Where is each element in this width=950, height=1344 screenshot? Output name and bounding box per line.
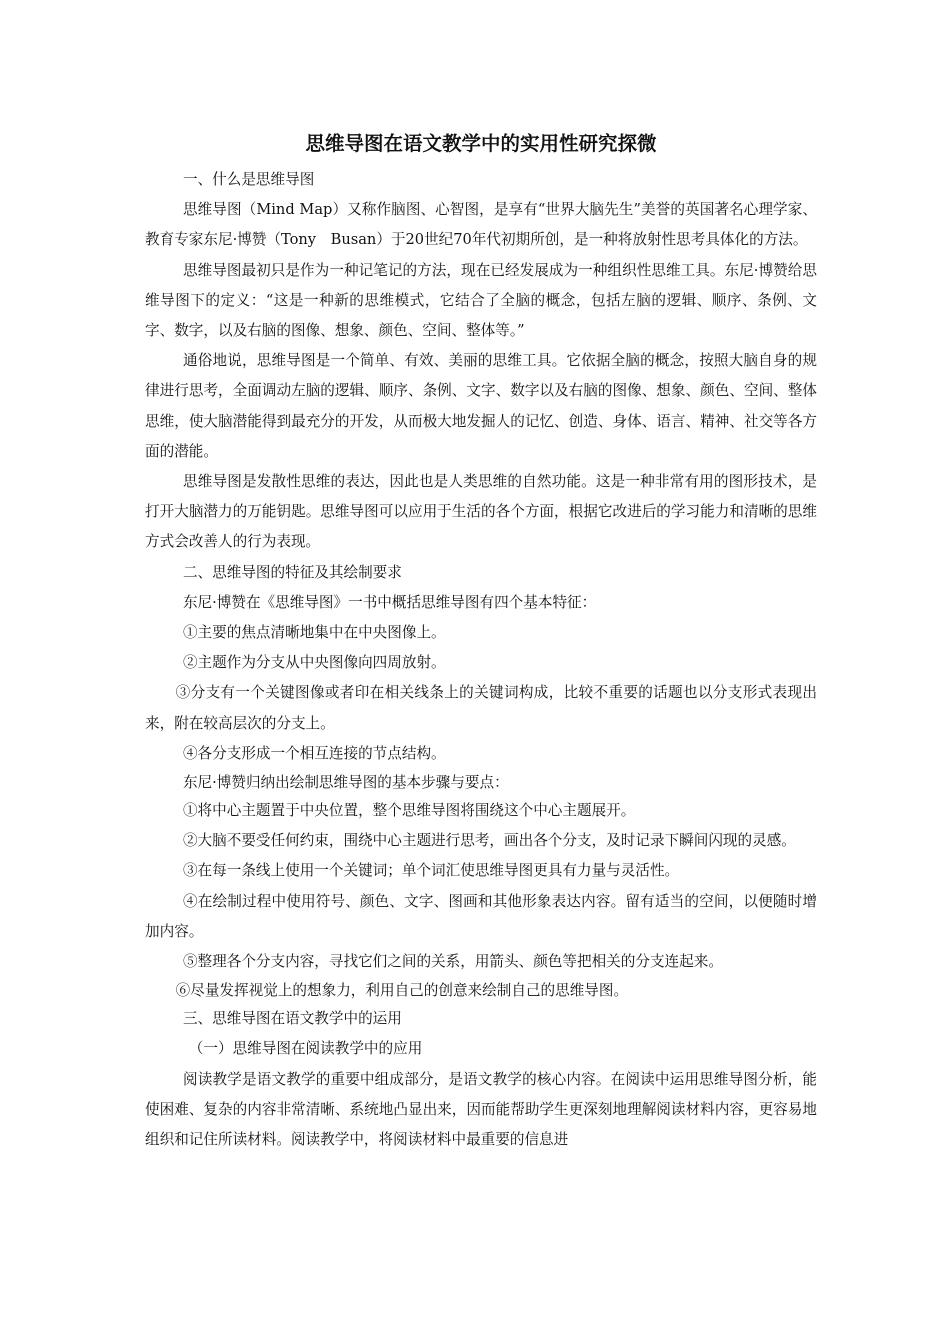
section-3-paragraph: 阅读教学是语文教学的重要中组成部分，是语文教学的核心内容。在阅读中运用思维导图分析，能使困难、复杂的内容非常清晰、系统地凸显出来，因而能帮助学生更深刻地理解阅读材料内容，更容易地组织和记住所读材料。阅读教学中，将阅读材料中最重要的信息进 xyxy=(145,1070,817,1149)
step-item: ⑤整理各个分支内容，寻找它们之间的关系，用箭头、颜色等把相关的分支连起来。 xyxy=(182,953,723,971)
section-1-heading: 一、什么是思维导图 xyxy=(182,171,315,188)
document-page xyxy=(145,127,817,1155)
section-1-paragraph: 思维导图（Mind Map）又称作脑图、心智图，是享有“世界大脑先生”美誉的英国著名心理学家、教育专家东尼·博赞（Tony Busan）于20世纪70年代初期所创，是一种将放射性思考具体化的方法。 xyxy=(145,201,817,249)
section-2-heading: 二、思维导图的特征及其绘制要求 xyxy=(182,563,402,581)
steps-intro: 东尼·博赞归纳出绘制思维导图的基本步骤与要点： xyxy=(182,774,509,792)
section-3-heading: 三、思维导图在语文教学中的运用 xyxy=(182,1010,402,1028)
step-item: ②大脑不要受任何约束，围绕中心主题进行思考，画出各个分支，及时记录下瞬间闪现的灵感。 xyxy=(182,832,796,850)
section-1-paragraph: 思维导图是发散性思维的表达，因此也是人类思维的自然功能。这是一种非常有用的图形技术，是打开大脑潜力的万能钥匙。思维导图可以应用于生活的各个方面，根据它改进后的学习能力和清晰的思维方式会改善人的行为表现。 xyxy=(145,473,817,551)
step-item: ④在绘制过程中使用符号、颜色、文字、图画和其他形象表达内容。留有适当的空间，以便随时增加内容。 xyxy=(145,892,817,940)
feature-item: ④各分支形成一个相互连接的节点结构。 xyxy=(182,744,446,762)
step-item: ①将中心主题置于中央位置，整个思维导图将围绕这个中心主题展开。 xyxy=(182,802,636,820)
feature-item: ①主要的焦点清晰地集中在中央图像上。 xyxy=(182,624,446,642)
section-3-subheading: （一）思维导图在阅读教学中的应用 xyxy=(188,1040,423,1058)
section-1-paragraph: 通俗地说，思维导图是一个简单、有效、美丽的思维工具。它依据全脑的概念，按照大脑自身的规律进行思考，全面调动左脑的逻辑、顺序、条例、文字、数字以及右脑的图像、想象、颜色、空间、整体思维，使大脑潜能得到最充分的开发，从而极大地发掘人的记忆、创造、身体、语言、精神、社交等各方面的潜能。 xyxy=(145,352,817,460)
step-item: ⑥尽量发挥视觉上的想象力，利用自己的创意来绘制自己的思维导图。 xyxy=(175,982,629,1000)
document-title: 思维导图在语文教学中的实用性研究探微 xyxy=(305,132,657,155)
feature-item: ②主题作为分支从中央图像向四周放射。 xyxy=(182,654,446,672)
section-1-paragraph: 思维导图最初只是作为一种记笔记的方法，现在已经发展成为一种组织性思维工具。东尼·博赞给思维导图下的定义：“这是一种新的思维模式，它结合了全脑的概念，包括左脑的逻辑、顺序、条例、文字、数字，以及右脑的图像、想象、颜色、空间、整体等。” xyxy=(145,261,817,340)
features-intro: 东尼·博赞在《思维导图》一书中概括思维导图有四个基本特征： xyxy=(182,593,597,611)
feature-item: ③分支有一个关键图像或者印在相关线条上的关键词构成，比较不重要的话题也以分支形式表现出来，附在较高层次的分支上。 xyxy=(145,684,817,732)
step-item: ③在每一条线上使用一个关键词；单个词汇使思维导图更具有力量与灵活性。 xyxy=(182,862,680,880)
